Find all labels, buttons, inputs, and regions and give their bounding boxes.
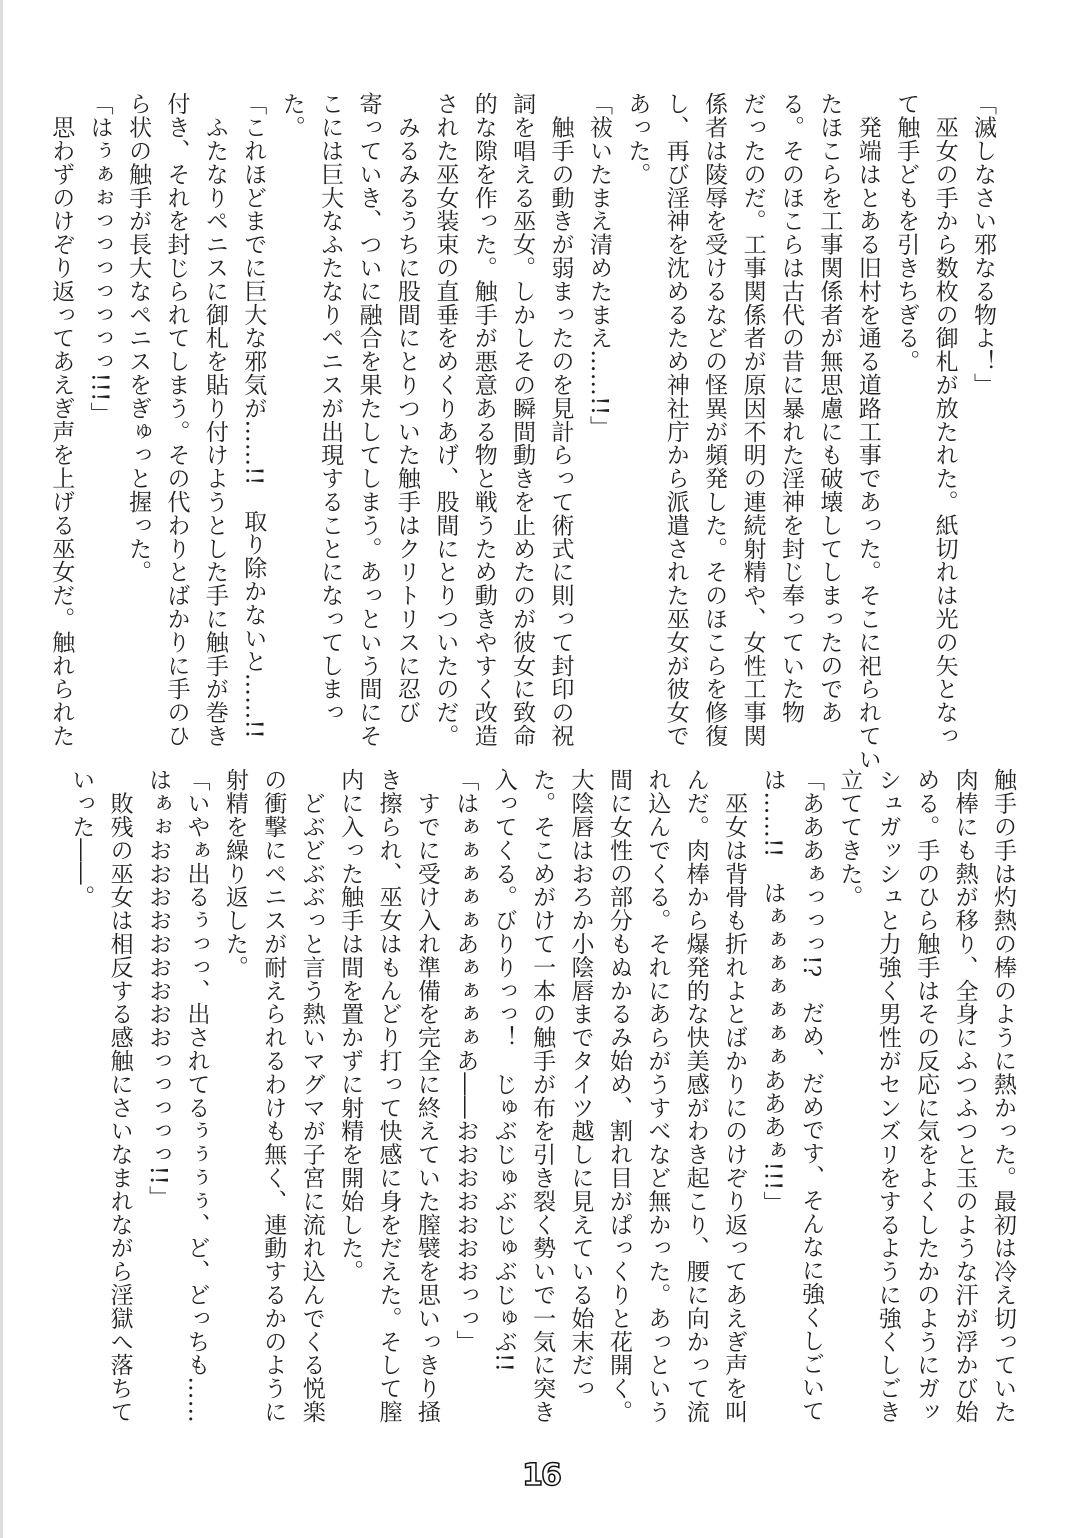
text-line: 「あああぁっっっ!? だめ、だめです、そんなに強くしごいて [797,768,824,1423]
page-number: 16 [522,1458,560,1493]
text-line: は……!! はぁぁぁぁぁぁぁあああぁ!!!」 [759,768,786,1215]
text-line: る。そのほこらは古代の昔に暴れた淫神を封じ奉っていた物 [777,92,804,724]
text-line: だったのだ。工事関係者が原因不明の連続射精や、女性工事関 [739,92,766,748]
text-line: 係者は陵辱を受けるなどの怪異が頻発した。そのほこらを修復 [701,92,728,748]
text-line: はぁぉおおおおおおおおおっっっっっ!!」 [145,768,172,1209]
text-line: された巫女装束の直垂をめくりあげ、股間にとりついたのだ。 [432,92,459,748]
text-line: たほこらを工事関係者が無思慮にも破壊してしまったのであ [816,92,843,724]
text-line: 敗残の巫女は相反する感触にさいなまれながら淫獄へ落ちて [106,768,133,1424]
text-line: ら状の触手が長大なペニスをぎゅっと握った。 [125,92,152,584]
text-line: 大陰唇はおろか小陰唇までタイツ越しに見えている始末だっ [567,768,594,1400]
text-line: 入ってくる。びりりっっ！ じゅぶじゅぶじゅぶじゅぶ!! [490,768,517,1373]
text-line: 詞を唱える巫女。しかしその瞬間動きを止めたのが彼女に致命 [509,92,536,748]
text-line: 肉棒にも熱が移り、全身にふつふつと玉のような汗が浮かび始 [951,768,978,1424]
text-line: 発端はとある旧村を通る道路工事であった。そこに祀られてい [854,92,881,771]
text-line: 的な隙を作った。触手が悪意ある物と戦うため動きやすく改造 [470,92,497,748]
text-line: める。手のひら触手はその反応に気をよくしたかのようにガッ [913,768,940,1424]
text-line: れ込んでくる。それにあらがうすべなど無かった。あっという [644,768,671,1424]
text-line: 巫女は背骨も折れよとばかりにのけぞり返ってあえぎ声を叫 [721,768,748,1424]
text-block-bottom [62,768,1022,1433]
text-line: いった――。 [68,768,95,909]
text-line: 触手の動きが弱まったのを見計らって術式に則って封印の祝 [547,92,574,748]
text-line: の衝撃にペニスが耐えられるわけも無く、連動するかのように [260,768,287,1424]
text-line: みるみるうちに股間にとりついた触手はクリトリスに忍び [393,92,420,724]
text-line: どぶどぶぶっと言う熱いマグマが子宮に流れ込んでくる悦楽 [298,768,325,1424]
text-line: こには巨大なふたなりペニスが出現することになってしまっ [317,92,344,724]
text-line: 「滅しなさい邪なる物よ！」 [970,92,996,397]
text-line: んだ。肉棒から爆発的な快美感がわき起こり、腰に向かって流 [682,768,709,1424]
text-line: ふたなりペニスに御札を貼り付けようとした手に触手が巻き [201,92,228,748]
text-line: 間に女性の部分もぬかるみ始め、割れ目がぱっくりと花開く。 [605,768,632,1424]
text-line: 「祓いたまえ清めたまえ……!!」 [585,92,612,439]
text-line: 付き、それを封じられてしまう。その代わりとばかりに手のひ [163,92,190,748]
text-line: 思わずのけぞり返ってあえぎ声を上げる巫女だ。触れられた [48,92,75,748]
text-line: た。 [278,92,305,139]
text-line: 内に入った触手は間を置かずに射精を開始した。 [337,768,364,1283]
text-line: すでに受け入れ準備を完全に終えていた膣襞を思いっきり掻 [413,768,440,1424]
text-line: て触手どもを引きちぎる。 [893,92,920,373]
text-line: 立ててきた。 [836,768,863,909]
text-line: 「いやぁ出るぅっっ、出されてるぅぅぅぅ、ど、どっちも…… [183,768,210,1424]
text-line: た。そこめがけて一本の触手が布を引き裂く勢いで一気に突き [529,768,556,1424]
text-line: あった。 [624,92,651,186]
text-line: 触手の手は灼熱の棒のように熱かった。最初は冷え切っていた [990,768,1016,1424]
text-line: 巫女の手から数枚の御札が放たれた。紙切れは光の矢となっ [931,92,958,748]
text-line: シュガッシュと力強く男性がセンズリをするように強くしごき [874,768,901,1424]
text-line: 寄っていき、ついに融合を果たしてしまう。あっという間にそ [355,92,382,748]
text-line: 「これほどまでに巨大な邪気が……!! 取り除かないと……!! [240,92,267,739]
text-line: 「はぅぁぉっっっっっっっ!!!」 [86,92,113,426]
text-block-top [42,92,1002,771]
text-line: し、再び淫神を沈めるため神社庁から派遣された巫女が彼女で [662,92,689,748]
text-line: 「はぁぁぁぁぁあぁぁぁぁあ――おおおおおおおっっ」 [452,768,479,1353]
text-line: き擦られ、巫女はもんどり打って快感に身をだえた。そして膣 [375,768,402,1424]
text-line: 射精を繰り返した。 [221,768,248,979]
page-edge [0,0,3,1538]
